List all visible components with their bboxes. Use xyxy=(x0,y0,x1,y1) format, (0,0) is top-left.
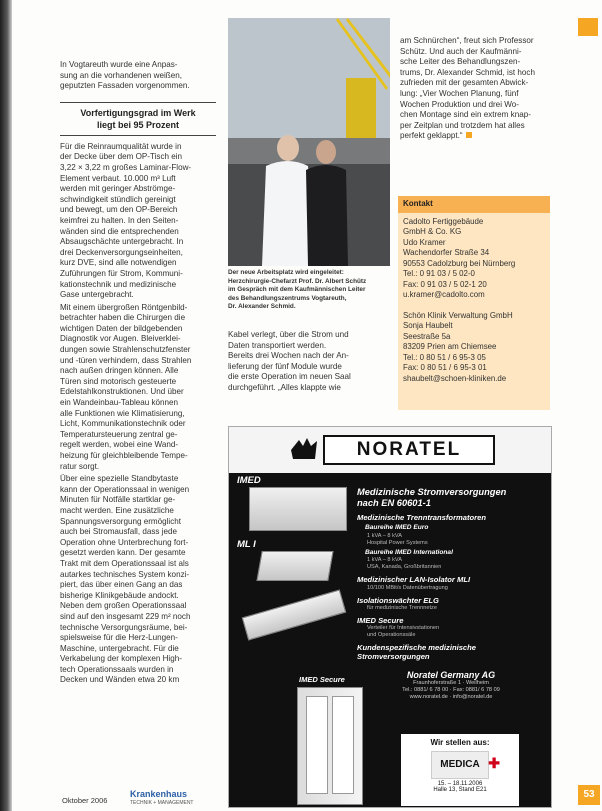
ad-item-title: Isolationswächter ELG xyxy=(357,595,439,605)
magazine-logo xyxy=(130,790,193,808)
middle-paragraph: Kabel verlegt, über die Strom und Daten transportiert werden. Bereits drei Wochen nach der An- lieferung der fünf Module wurde die erste Operation im neuen Saal durchgeführt. „Alles klappte wie xyxy=(228,330,351,392)
contact-email[interactable]: shaubelt@schoen-kliniken.de xyxy=(403,373,507,383)
exhibition-dates: 15. – 18.11.2006 xyxy=(437,781,483,787)
ad-subitem-details: 10/100 MBit/s Datenübertragung xyxy=(367,584,448,591)
ad-subitem-details: 1 kVA – 8 kVA USA, Kanada, Großbritannien xyxy=(367,557,442,571)
paragraph-radiology: Mit einem übergroßen Röntgenbild- betrachter haben die Chirurgen die wichtigen Daten der bildgebenden Diagnostik vor Augen. Bleiverklei- dungen sowie Strahlenschutzfenster und -türen verhindern, dass Strahlen nach außen dringen können. Alle Türen sind motorisch gesteuerte Edelstahlkonstruktionen. Und über ein Wandeinbau-Tableau können alle Funktionen wie Klimatisierung, Licht, Kommunikationstechnik oder Temperatursteuerung zentral ge- regelt werden, wobei eine Wand- heizung für gleichbleibende Tempe- ratur sorgt. xyxy=(60,302,192,471)
ad-label-imed-secure: IMED Secure xyxy=(299,675,345,684)
contact-header: Kontakt xyxy=(398,196,550,213)
contact-schoen xyxy=(403,311,545,385)
exhibition-notice xyxy=(401,734,519,806)
contact-box xyxy=(398,196,550,410)
end-of-article-marker xyxy=(466,132,472,138)
ad-item-title: Medizinische Trenntransformatoren xyxy=(357,513,486,522)
imed-device-image xyxy=(249,487,347,531)
contact-line: Udo Kramer xyxy=(403,237,446,247)
magazine-name: Krankenhaus xyxy=(130,789,188,799)
contact-line: Cadolto Fertiggebäude xyxy=(403,216,484,226)
exhibition-booth: Halle 13, Stand E21 xyxy=(433,787,487,793)
photo-illustration xyxy=(228,18,390,266)
contact-line: Tel.: 0 91 03 / 5 02-0 xyxy=(403,269,475,278)
contact-line: Sonja Haubelt xyxy=(403,321,453,330)
page-binding-edge xyxy=(0,0,12,811)
contact-line: 90553 Cadolzburg bei Nürnberg xyxy=(403,258,516,268)
middle-column xyxy=(228,330,390,394)
ad-company-name: Noratel Germany AG xyxy=(406,670,496,681)
ad-item-title: IMED Secure xyxy=(357,616,404,626)
contact-cadolto xyxy=(403,217,545,301)
left-column xyxy=(60,60,216,686)
contact-line: Tel.: 0 80 51 / 6 95-3 05 xyxy=(403,352,486,362)
ad-product-list xyxy=(357,487,545,701)
contact-line: Seestraße 5a xyxy=(403,331,451,341)
right-column xyxy=(400,36,550,142)
contact-line: Fax: 0 80 51 / 6 95-3 01 xyxy=(403,363,487,372)
right-paragraph: am Schnürchen“, freut sich Professor Schütz. Und auch der Kaufmänni- sche Leiter des Behandlungszen- trums, Dr. Alexander Schmid, ist hoch zufrieden mit der gesamten Abwick- lung: „Vier Wochen Planung, fünf Wochen Produktion und drei Wo- chen Montage sind ein extrem knap- per Zeitplan und trotzdem hat alles perfekt geklappt.“ xyxy=(400,36,535,141)
ad-subitem-name: Baureihe IMED International xyxy=(365,548,453,556)
subheading: Vorfertigungsgrad im Werk liegt bei 95 Prozent xyxy=(60,102,216,136)
noratel-advertisement xyxy=(228,426,552,808)
footer-date: Oktober 2006 xyxy=(62,796,108,805)
ad-subitem-details: für medizinische Trennnetze xyxy=(367,605,437,612)
photo-caption: Der neue Arbeitsplatz wird eingeleitet: Herzchirurgie-Chefarzt Prof. Dr. Albert Schütz im Gespräch mit dem Kaufmännischen Leiter des Behandlungszentrums Vogtareuth, Dr. Alexander Schmid. xyxy=(228,269,367,311)
imed-secure-cabinet-image xyxy=(297,687,363,805)
ad-subitem-name: Baureihe IMED Euro xyxy=(365,524,429,532)
ad-company-address: Fraunhoferstraße 1 · Weilheim Tel.: 0881/ 6 78 00 · Fax: 0881/ 6 78 09 www.noratel.de · info@noratel.de xyxy=(402,679,500,700)
contact-email[interactable]: u.kramer@cadolto.com xyxy=(403,290,485,299)
intro-paragraph: In Vogtareuth wurde eine Anpas- sung an die vorhandenen weißen, geputzten Fassaden vorgenommen. xyxy=(60,60,190,91)
ad-headline: Medizinische Stromversorgungen nach EN 60601-1 xyxy=(357,487,507,508)
section-tab-marker xyxy=(578,18,598,36)
contact-line: GmbH & Co. KG xyxy=(403,227,462,236)
doctors-photo xyxy=(228,18,390,266)
contact-line: 83209 Prien am Chiemsee xyxy=(403,342,497,351)
paragraph-airflow: Für die Reinraumqualität wurde in der Decke über dem OP-Tisch ein 3,22 × 3,22 m großes Laminar-Flow- Element verbaut. 10.000 m³ Luft werden mit geringer Abströmge- schwindigkeit stündlich gereinigt und bewegt, um den OP-Bereich keimfrei zu halten. In den Seiten- wänden sind die entsprechenden Absaugschächte untergebracht. In drei Deckenversorgungseinheiten, kurz DVE, sind alle notwendigen Zuführungen für Strom, Kommuni- kationstechnik und medizinische Gase untergebracht. xyxy=(60,141,192,300)
contact-line: Schön Klinik Verwaltung GmbH xyxy=(403,310,513,320)
medica-cross-icon: ✚ xyxy=(488,755,500,771)
ad-item-title: Kundenspezifische medizinische Stromversorgungen xyxy=(357,643,476,661)
contact-line: Wachendorfer Straße 34 xyxy=(403,248,490,257)
exhibition-title: Wir stellen aus: xyxy=(430,738,490,747)
mli-device-image xyxy=(256,551,333,581)
paragraph-standby: Über eine spezielle Standbytaste kann der Operationssaal in wenigen Minuten für Notfälle startklar ge- macht werden. Eine zusätzliche Spannungsversorgung ermöglicht auch bei Stromausfall, dass jede Operation ohne Unterbrechung fort- gesetzt werden kann. Der gesamte Trakt mit dem Operationssaal ist als autarkes technisches System konzi- piert, das über einen Gang an das bisherige Klinikgebäude andockt. Neben dem großen Operationssaal sind auf den insgesamt 229 m² noch technische Versorgungsräume, bei- spielsweise für die Herz-Lungen- Maschine, untergebracht. Für die Verkabelung der komplexen High- tech Operationssaals wurden in Decken und Wänden etwa 20 km xyxy=(60,474,191,685)
noratel-logo-icon xyxy=(289,435,319,465)
ad-item-title: Medizinischer LAN-Isolator MLI xyxy=(357,575,471,585)
ad-subitem-details: 1 kVA – 8 kVA Hospital Power Systems xyxy=(367,532,428,546)
ad-header-band xyxy=(229,427,551,473)
magazine-subtitle: TECHNIK + MANAGEMENT xyxy=(130,800,194,806)
contact-line: Fax: 0 91 03 / 5 02-1 20 xyxy=(403,279,487,289)
medica-logo-text: MEDICA xyxy=(440,759,480,770)
ad-label-mli: ML I xyxy=(237,539,256,550)
ad-label-imed: IMED xyxy=(237,475,261,486)
ad-subitem-details: Verteiler für Intensivstationen und Operationssäle xyxy=(367,625,440,639)
ad-brand-name: NORATEL xyxy=(323,435,495,465)
page-number: 53 xyxy=(578,785,600,805)
medica-logo xyxy=(431,751,500,779)
